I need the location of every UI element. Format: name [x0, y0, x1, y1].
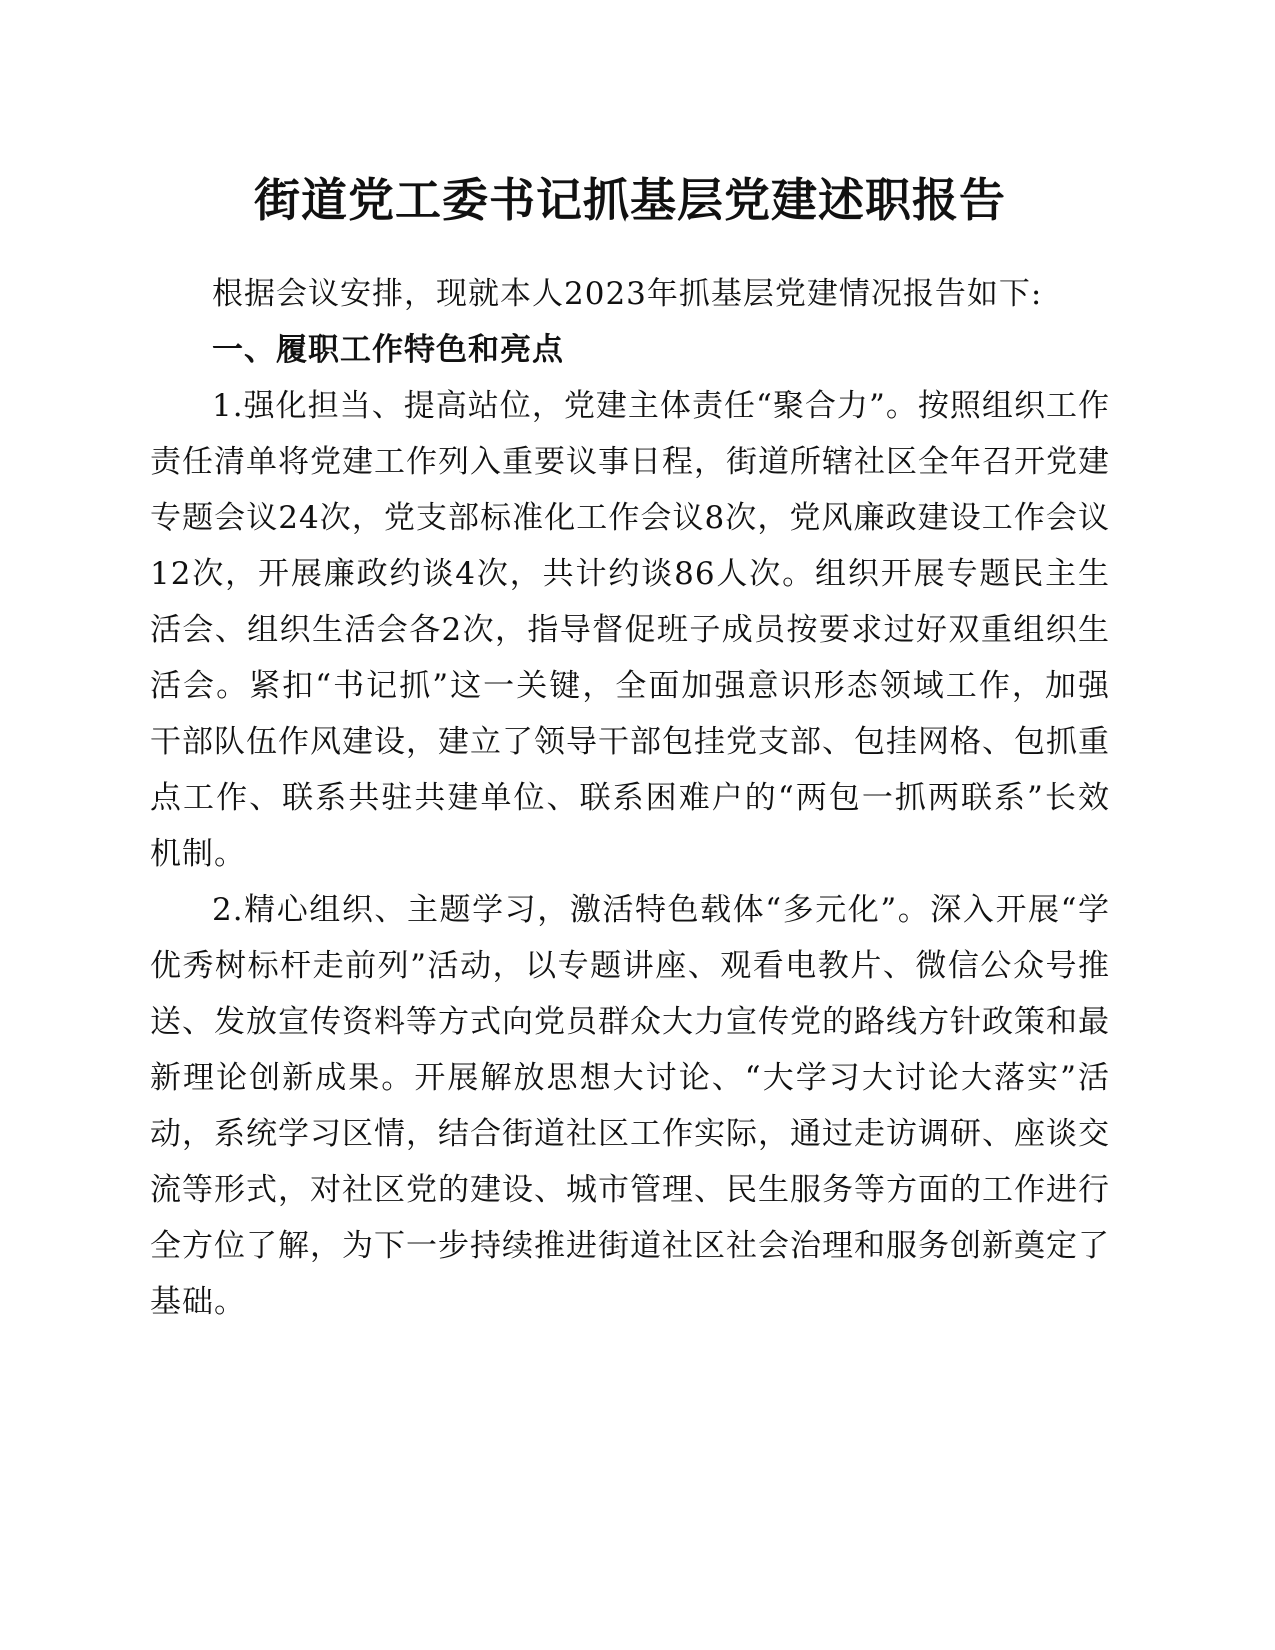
body-paragraph-2: 2.精心组织、主题学习，激活特色载体“多元化”。深入开展“学优秀树标杆走前列”活动，以专题讲座、观看电教片、微信公众号推送、发放宣传资料等方式向党员群众大力宣传党的路线方针政策和最新理论创新成果。开展解放思想大讨论、“大学习大讨论大落实”活动，系统学习区情，结合街道社区工作实际，通过走访调研、座谈交流等形式，对社区党的建设、城市管理、民生服务等方面的工作进行全方位了解，为下一步持续推进街道社区社会治理和服务创新奠定了基础。 [150, 892, 1110, 1320]
body-paragraph-1: 1.强化担当、提高站位，党建主体责任“聚合力”。按照组织工作责任清单将党建工作列入重要议事日程，街道所辖社区全年召开党建专题会议24次，党支部标准化工作会议8次，党风廉政建设工作会议12次，开展廉政约谈4次，共计约谈86人次。组织开展专题民主生活会、组织生活会各2次，指导督促班子成员按要求过好双重组织生活会。紧扣“书记抓”这一关键，全面加强意识形态领域工作，加强干部队伍作风建设，建立了领导干部包挂党支部、包挂网格、包抓重点工作、联系共驻共建单位、联系困难户的“两包一抓两联系”长效机制。 [150, 388, 1110, 872]
intro-paragraph: 根据会议安排，现就本人2023年抓基层党建情况报告如下: [212, 276, 1043, 312]
section-heading: 一、履职工作特色和亮点 [212, 332, 564, 368]
document-page [150, 160, 1110, 1330]
document-title: 街道党工委书记抓基层党建述职报告 [254, 173, 1006, 227]
